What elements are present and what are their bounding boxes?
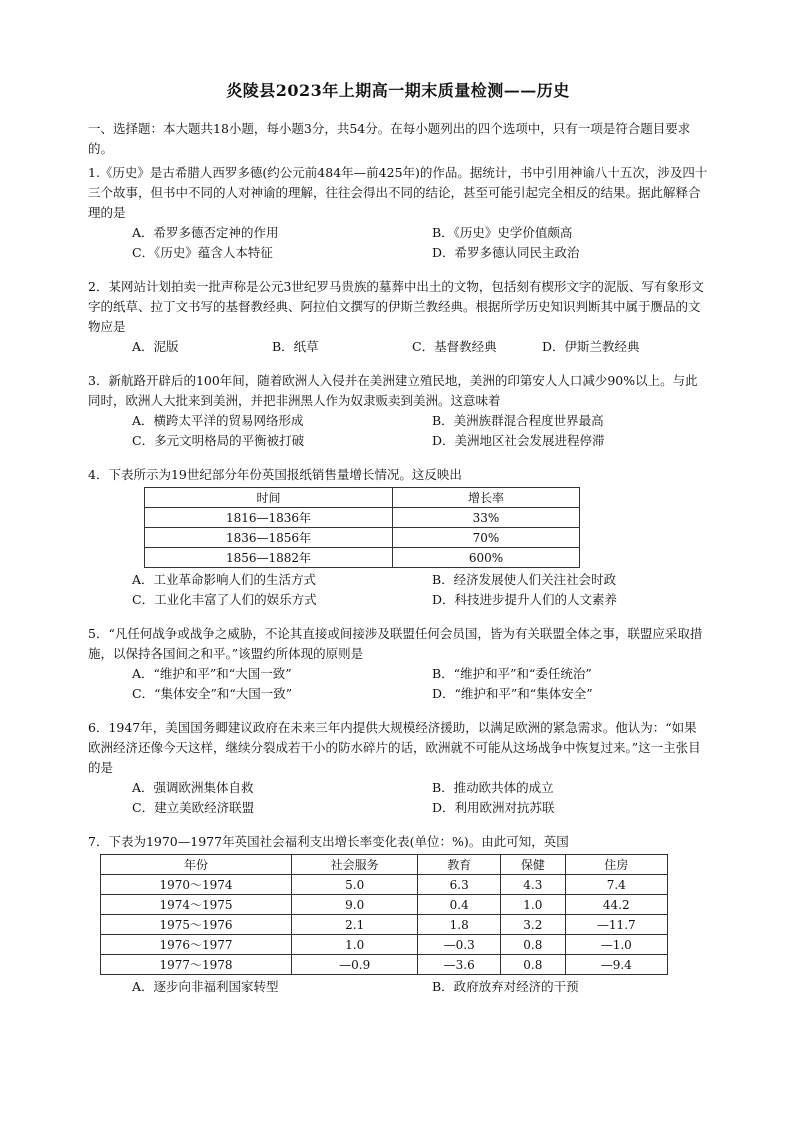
table-cell: —1.0 xyxy=(565,935,667,955)
option-b[interactable]: B．政府放弃对经济的干预 xyxy=(432,979,579,994)
option-a[interactable]: A．工业革命影响人们的生活方式 xyxy=(132,572,317,587)
table-cell: 1.8 xyxy=(418,915,501,935)
option-a[interactable]: A．希罗多德否定神的作用 xyxy=(132,225,279,240)
table-cell: —9.4 xyxy=(565,955,667,975)
table-cell: 1.0 xyxy=(501,895,565,915)
table-row xyxy=(101,895,668,915)
question-6 xyxy=(88,718,708,818)
table-cell: 44.2 xyxy=(565,895,667,915)
section-intro: 一、选择题：本大题共18小题，每小题3分，共54分。在每小题列出的四个选项中，只有一项是符合题目要求的。 xyxy=(88,121,691,156)
table-cell: 4.3 xyxy=(501,875,565,895)
table-cell: 6.3 xyxy=(418,875,501,895)
table-header: 住房 xyxy=(565,855,667,875)
option-d[interactable]: D．希罗多德认同民主政治 xyxy=(432,245,580,260)
option-c[interactable]: C．基督教经典 xyxy=(412,339,497,354)
option-c[interactable]: C．《历史》蕴含人本特征 xyxy=(132,245,273,260)
question-stem: 3．新航路开辟后的100年间，随着欧洲人入侵并在美洲建立殖民地，美洲的印第安人人口减少90%以上。与此同时，欧洲人大批来到美洲，并把非洲黑人作为奴隶贩卖到美洲。这意味着 xyxy=(88,373,698,408)
options xyxy=(88,778,708,818)
welfare-spending-table xyxy=(100,854,668,975)
table-row xyxy=(101,875,668,895)
option-a[interactable]: A．强调欧洲集体自救 xyxy=(132,780,254,795)
option-a[interactable]: A．“维护和平”和“大国一致” xyxy=(132,666,292,681)
table-cell: 600% xyxy=(393,548,580,568)
options xyxy=(88,977,708,997)
table-cell: 5.0 xyxy=(292,875,418,895)
table-row xyxy=(101,955,668,975)
table-header: 社会服务 xyxy=(292,855,418,875)
table-cell: 3.2 xyxy=(501,915,565,935)
option-c[interactable]: C．工业化丰富了人们的娱乐方式 xyxy=(132,592,317,607)
option-c[interactable]: C．建立美欧经济联盟 xyxy=(132,800,255,815)
exam-page xyxy=(88,78,708,997)
table-cell: —3.6 xyxy=(418,955,501,975)
table-row xyxy=(145,508,580,528)
option-d[interactable]: D．科技进步提升人们的人文素养 xyxy=(432,592,618,607)
question-stem: 4．下表所示为19世纪部分年份英国报纸销售量增长情况。这反映出 xyxy=(88,467,462,482)
option-a[interactable]: A．逐步向非福利国家转型 xyxy=(132,979,279,994)
options xyxy=(88,411,708,451)
option-a[interactable]: A．横跨太平洋的贸易网络形成 xyxy=(132,413,304,428)
table-row xyxy=(145,528,580,548)
options xyxy=(88,337,708,357)
option-b[interactable]: B．纸草 xyxy=(272,339,319,354)
table-cell: —11.7 xyxy=(565,915,667,935)
table-header-row xyxy=(101,855,668,875)
table-cell: 0.8 xyxy=(501,955,565,975)
option-b[interactable]: B．美洲族群混合程度世界最高 xyxy=(432,413,604,428)
table-cell: 70% xyxy=(393,528,580,548)
option-b[interactable]: B．推动欧共体的成立 xyxy=(432,780,554,795)
option-a[interactable]: A．泥版 xyxy=(132,339,179,354)
table-cell: 1976～1977 xyxy=(101,935,292,955)
table-cell: 7.4 xyxy=(565,875,667,895)
table-header: 年份 xyxy=(101,855,292,875)
question-5 xyxy=(88,624,708,704)
table-cell: 1974～1975 xyxy=(101,895,292,915)
question-1 xyxy=(88,163,708,263)
option-d[interactable]: D．美洲地区社会发展进程停滞 xyxy=(432,433,605,448)
option-b[interactable]: B．《历史》史学价值颇高 xyxy=(432,225,573,240)
table-row xyxy=(101,915,668,935)
question-stem: 7．下表为1970—1977年英国社会福利支出增长率变化表(单位：%)。由此可知，英国 xyxy=(88,834,569,849)
table-header: 时间 xyxy=(145,488,393,508)
question-7 xyxy=(88,832,708,997)
question-stem: 6．1947年，美国国务卿建议政府在未来三年内提供大规模经济援助，以满足欧洲的紧急需求。他认为：“如果欧洲经济还像今天这样，继续分裂成若干小的防水碎片的话，欧洲就不可能从这场战争中恢复过来。”这一主张目的是 xyxy=(88,720,701,775)
options xyxy=(88,570,708,610)
table-header: 教育 xyxy=(418,855,501,875)
table-cell: —0.9 xyxy=(292,955,418,975)
table-cell: 33% xyxy=(393,508,580,528)
option-d[interactable]: D．“维护和平”和“集体安全” xyxy=(432,686,593,701)
table-cell: —0.3 xyxy=(418,935,501,955)
table-row xyxy=(145,548,580,568)
question-3 xyxy=(88,371,708,451)
table-cell: 2.1 xyxy=(292,915,418,935)
question-2 xyxy=(88,277,708,357)
question-stem: 5．“凡任何战争或战争之威胁，不论其直接或间接涉及联盟任何会员国，皆为有关联盟全体之事，联盟应采取措施，以保持各国间之和平。”该盟约所体现的原则是 xyxy=(88,626,703,661)
newspaper-growth-table xyxy=(144,487,580,568)
table-cell: 1856—1882年 xyxy=(145,548,393,568)
option-d[interactable]: D．伊斯兰教经典 xyxy=(542,339,640,354)
table-cell: 0.4 xyxy=(418,895,501,915)
question-stem: 2．某网站计划拍卖一批声称是公元3世纪罗马贵族的墓葬中出土的文物，包括刻有楔形文字的泥版、写有象形文字的纸草、拉丁文书写的基督教经典、阿拉伯文撰写的伊斯兰教经典。根据所学历史知识判断其中属于赝品的文物应是 xyxy=(88,279,704,334)
table-cell: 1836—1856年 xyxy=(145,528,393,548)
question-stem: 1.《历史》是古希腊人西罗多德(约公元前484年—前425年)的作品。据统计，书中引用神谕八十五次，涉及四十三个故事，但书中不同的人对神谕的理解，往往会得出不同的结论，甚至可能引起完全相反的结果。据此解释合理的是 xyxy=(88,165,708,220)
table-cell: 1970～1974 xyxy=(101,875,292,895)
options xyxy=(88,223,708,263)
option-b[interactable]: B．经济发展使人们关注社会时政 xyxy=(432,572,617,587)
page-title: 炎陵县2023年上期高一期末质量检测——历史 xyxy=(226,81,570,100)
table-cell: 1977～1978 xyxy=(101,955,292,975)
table-cell: 0.8 xyxy=(501,935,565,955)
table-cell: 9.0 xyxy=(292,895,418,915)
table-row xyxy=(101,935,668,955)
table-cell: 1975～1976 xyxy=(101,915,292,935)
options xyxy=(88,664,708,704)
table-cell: 1.0 xyxy=(292,935,418,955)
table-header: 保健 xyxy=(501,855,565,875)
table-header: 增长率 xyxy=(393,488,580,508)
table-header-row xyxy=(145,488,580,508)
option-c[interactable]: C．“集体安全”和“大国一致” xyxy=(132,686,293,701)
option-b[interactable]: B．“维护和平”和“委任统治” xyxy=(432,666,592,681)
question-4 xyxy=(88,465,708,610)
table-cell: 1816—1836年 xyxy=(145,508,393,528)
option-c[interactable]: C．多元文明格局的平衡被打破 xyxy=(132,433,305,448)
option-d[interactable]: D．利用欧洲对抗苏联 xyxy=(432,800,555,815)
